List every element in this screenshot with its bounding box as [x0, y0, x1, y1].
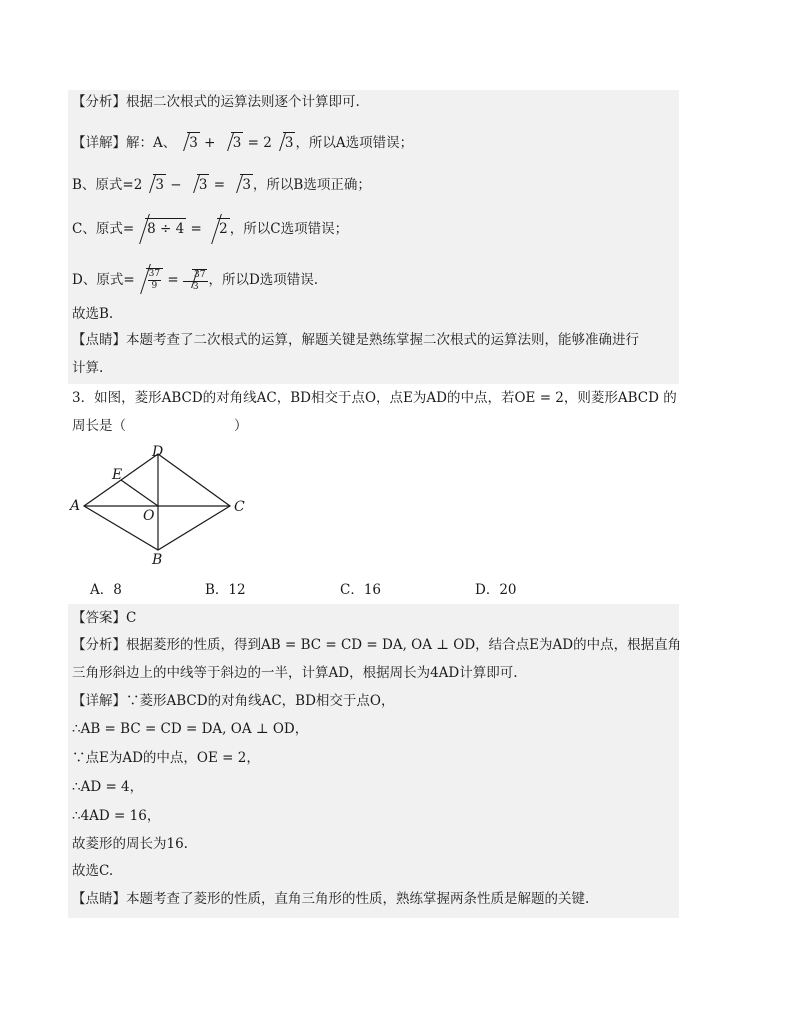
coefficient: 2 — [133, 177, 143, 193]
equals-sign: = — [190, 221, 202, 237]
sqrt-3: 3 — [222, 132, 244, 153]
answer-analysis-2: 三角形斜边上的中线等于斜边的一半，计算AD，根据周长为4AD计算即可. — [72, 665, 518, 681]
q2-detail-c — [72, 218, 348, 239]
choice-d: D．20 — [475, 582, 517, 598]
answer-detail-1: 【详解】∵菱形ABCD的对角线AC，BD相交于点O， — [72, 693, 395, 709]
minus-sign: − — [170, 177, 182, 193]
q2-detail-b — [72, 174, 371, 195]
answer-choose: 故选C. — [72, 863, 114, 879]
sqrt-3: 3 — [144, 174, 166, 195]
q2-analysis: 【分析】根据二次根式的运算法则逐个计算即可. — [72, 94, 360, 110]
rhombus-figure — [60, 440, 260, 570]
label-e: E — [112, 467, 123, 483]
sqrt-3: 3 — [231, 174, 253, 195]
sqrt-3: 3 — [188, 174, 210, 195]
answer-detail-6: 故菱形的周长为16. — [72, 836, 188, 852]
answer-detail-3: ∵点E为AD的中点，OE = 2， — [72, 750, 260, 766]
q2-b-head: B、原式= — [72, 177, 134, 193]
sqrt-3: 3 — [178, 132, 200, 153]
q2-choose: 故选B. — [72, 306, 114, 322]
answer-detail-5: ∴4AD = 16， — [72, 808, 161, 824]
answer-detail-4: ∴AD = 4， — [72, 779, 144, 795]
answer-comment: 【点睛】本题考查了菱形的性质，直角三角形的性质，熟练掌握两条性质是解题的关键. — [72, 891, 590, 907]
label-a: A — [70, 498, 81, 514]
q2-comment-2: 计算. — [72, 360, 104, 376]
q3-stem-2: 周长是（ ） — [72, 418, 248, 434]
sqrt-8-div-4: 8 ÷ 4 — [136, 218, 186, 239]
coefficient: 2 — [263, 135, 272, 151]
sqrt-3: 3 — [274, 132, 296, 153]
q2-detail-a — [72, 132, 413, 153]
choice-b: B．12 — [205, 582, 246, 598]
q2-detail-a-tail: ，所以A选项错误； — [295, 135, 414, 151]
answer-analysis-1: 【分析】根据菱形的性质，得到AB = BC = CD = DA, OA ⊥ OD，结合点E为AD的中点，根据直角 — [72, 637, 682, 653]
q2-d-tail: ，所以D选项错误. — [208, 272, 319, 288]
q2-d-head: D、原式= — [72, 272, 135, 288]
equals-sign: = — [213, 177, 226, 193]
q2-b-tail: ，所以B选项正确； — [252, 177, 371, 193]
rhombus-outline — [84, 454, 230, 550]
sqrt-fraction — [137, 268, 163, 292]
answer-detail-2: ∴AB = BC = CD = DA, OA ⊥ OD， — [72, 721, 309, 737]
sqrt-2: 2 — [208, 218, 230, 239]
choice-c: C．16 — [340, 582, 382, 598]
equals-sign: = — [247, 135, 259, 151]
label-o: O — [143, 508, 155, 524]
fraction-sqrt37-3: $\frac{37}{3}$ — [183, 269, 208, 293]
label-d: D — [152, 444, 164, 460]
label-c: C — [234, 499, 245, 515]
q2-comment-1: 【点睛】本题考查了二次根式的运算，解题关键是熟练掌握二次根式的运算法则，能够准确进行 — [72, 332, 639, 348]
choice-a: A．8 — [90, 582, 122, 598]
q2-detail-head: 【详解】解：A、 — [72, 135, 177, 151]
q3-stem-1: 3．如图，菱形ABCD的对角线AC，BD相交于点O，点E为AD的中点，若OE = 2，则菱形ABCD 的 — [72, 390, 677, 406]
plus-sign: + — [204, 135, 216, 151]
label-b: B — [152, 552, 163, 568]
equals-sign: = — [167, 272, 179, 288]
answer-label: 【答案】C — [72, 610, 137, 626]
fraction-37-9: $\frac{37}{9}$ — [148, 269, 161, 291]
q2-c-tail: ，所以C选项错误； — [229, 221, 349, 237]
q2-detail-d — [72, 268, 318, 293]
segment-oe — [121, 480, 158, 506]
q2-c-head: C、原式= — [72, 221, 135, 237]
